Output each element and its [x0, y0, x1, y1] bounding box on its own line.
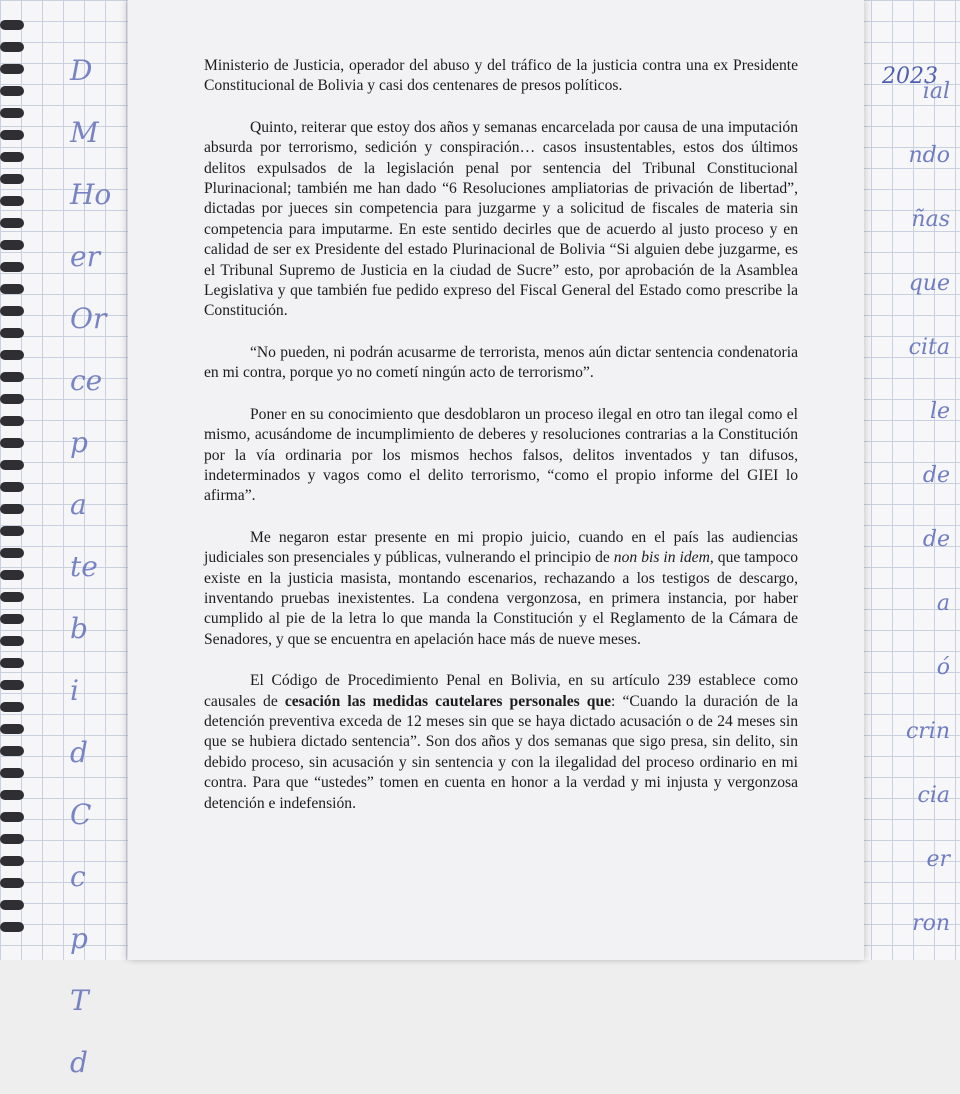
handwriting-fragment: c — [70, 860, 86, 893]
spiral-hole — [0, 812, 24, 822]
handwriting-fragment: b — [70, 612, 88, 645]
handwriting-fragment: ce — [70, 364, 103, 397]
handwriting-fragment: a — [70, 488, 87, 521]
paragraph-quinto: Quinto, reiterar que estoy dos años y semanas encarcelada por causa de una imputación absurda por terrorismo, sedición y conspiración… casos insustentables, estos dos últimos delitos expulsados de la legislación penal por sentencia del Tribunal Constitucional Plurinacional; también me han dado “6 Resoluciones ampliatorias de privación de libertad”, dictadas por jueces sin competencia para juzgarme y a solicitud de fiscales de materia sin competencia para imputarme. En este sentido decirles que de acuerdo al justo proceso y en calidad de ser ex Presidente del estado Plurinacional de Bolivia “Si alguien debe juzgarme, es el Tribunal Supremo de Justicia en la ciudad de Sucre” esto, por aprobación de la Asamblea Legislativa y que también fue pedido expreso del Fiscal General del Estado como prescribe la Constitución. — [204, 118, 798, 320]
spiral-hole — [0, 878, 24, 888]
spiral-hole — [0, 394, 24, 404]
spiral-hole — [0, 372, 24, 382]
spiral-hole — [0, 306, 24, 316]
handwriting-fragment: cita — [908, 335, 950, 360]
handwriting-fragment: ndo — [908, 143, 950, 168]
spiral-binding — [0, 20, 28, 960]
bold-phrase: cesación las medidas cautelares personales que — [284, 692, 612, 710]
handwriting-fragment: C — [70, 798, 92, 831]
spiral-hole — [0, 174, 24, 184]
paragraph-juicio — [204, 528, 798, 650]
handwriting-fragment: te — [70, 550, 98, 583]
spiral-hole — [0, 460, 24, 470]
spiral-hole — [0, 328, 24, 338]
spiral-hole — [0, 350, 24, 360]
handwriting-fragment: crin — [905, 719, 950, 744]
spiral-hole — [0, 504, 24, 514]
handwriting-right — [860, 60, 950, 960]
spiral-hole — [0, 240, 24, 250]
juicio-text-after: , que tampoco existe en la justicia masista, montando escenarios, rechazando a los testigos de descargo, inventando pruebas inexistentes. La condena vergonzosa, en primera instancia, por haber cumplido al pie de la letra lo que manda la Constitución y el Reglamento de la Cámara de Senadores, y que se encuentra en apelación hace más de nueve meses. — [204, 549, 799, 648]
handwriting-fragment: le — [929, 399, 950, 424]
spiral-hole — [0, 196, 24, 206]
spiral-hole — [0, 482, 24, 492]
spiral-hole — [0, 20, 24, 30]
spiral-hole — [0, 922, 24, 932]
handwriting-fragment: de — [922, 527, 950, 552]
spiral-hole — [0, 724, 24, 734]
handwriting-fragment: Ho — [70, 178, 112, 211]
spiral-hole — [0, 284, 24, 294]
handwriting-left — [70, 40, 130, 1079]
spiral-hole — [0, 614, 24, 624]
spiral-hole — [0, 130, 24, 140]
spiral-hole — [0, 438, 24, 448]
spiral-hole — [0, 548, 24, 558]
handwriting-fragment: D — [70, 54, 93, 87]
handwriting-fragment: T — [70, 984, 89, 1017]
letter-body — [204, 56, 798, 835]
spiral-hole — [0, 108, 24, 118]
handwriting-fragment: ron — [912, 911, 950, 936]
spiral-hole — [0, 636, 24, 646]
spiral-hole — [0, 702, 24, 712]
handwriting-fragment: ó — [936, 655, 950, 680]
handwriting-fragment: p — [70, 922, 88, 955]
spiral-hole — [0, 592, 24, 602]
handwriting-fragment: M — [70, 116, 99, 149]
handwriting-fragment: p — [70, 426, 88, 459]
spiral-hole — [0, 834, 24, 844]
spiral-hole — [0, 570, 24, 580]
spiral-hole — [0, 86, 24, 96]
background-notebook-left — [0, 0, 140, 1079]
juicio-text-before: Me negaron estar presente en mi propio juicio, cuando en el país las audiencias judiciales son presenciales y públicas, vulnerando el principio de — [204, 528, 798, 567]
spiral-hole — [0, 64, 24, 74]
handwriting-fragment: er — [926, 847, 950, 872]
spiral-hole — [0, 658, 24, 668]
paragraph-quote-terrorista: “No pueden, ni podrán acusarme de terrorista, menos aún dictar sentencia condenatoria en mi contra, porque yo no cometí ningún acto de terrorismo”. — [204, 343, 798, 382]
handwriting-fragment: er — [70, 240, 100, 273]
handwritten-date: 2023 — [882, 64, 938, 89]
spiral-hole — [0, 526, 24, 536]
spiral-hole — [0, 856, 24, 866]
spiral-hole — [0, 416, 24, 426]
handwriting-fragment: que — [908, 271, 950, 296]
background-notebook-right — [850, 0, 960, 960]
handwriting-fragment: d — [70, 736, 88, 769]
handwriting-fragment: a — [936, 591, 950, 616]
paragraph-codigo-penal — [204, 671, 798, 814]
handwriting-fragment: d — [70, 1046, 88, 1079]
handwriting-fragment: cia — [917, 783, 950, 808]
paragraph-proceso-ilegal: Poner en su conocimiento que desdoblaron un proceso ilegal en otro tan ilegal como el mismo, acusándome de incumplimiento de deberes y resoluciones contrarias a la Constitución por la vía ordinaria por los mismos hechos falsos, delitos inventados y tan difusos, indeterminados y vagos como el delito terrorismo, “como el propio informe del GIEI lo afirma”. — [204, 405, 798, 505]
handwriting-fragment: Or — [70, 302, 107, 335]
handwriting-fragment: de — [922, 463, 950, 488]
spiral-hole — [0, 262, 24, 272]
latin-phrase: non bis in idem — [613, 549, 710, 567]
spiral-hole — [0, 768, 24, 778]
handwriting-fragment: i — [70, 674, 79, 707]
spiral-hole — [0, 790, 24, 800]
codigo-text-after: : “Cuando la duración de la detención preventiva exceda de 12 meses sin que se haya dictado acusación o de 24 meses sin que se hubiera dictado sentencia”. Son dos años y dos semanas que sigo presa, sin delito, sin debido proceso, sin acusación y sin sentencia y con la ilegalidad del proceso ordinario en mi contra. Para que “ustedes” tomen en cuenta en honor a la verdad y mi injusta y vergonzosa detención e indefensión. — [204, 692, 799, 812]
handwriting-fragment: ñas — [911, 207, 950, 232]
spiral-hole — [0, 218, 24, 228]
spiral-hole — [0, 680, 24, 690]
letter-sheet — [128, 0, 864, 960]
spiral-hole — [0, 746, 24, 756]
spiral-hole — [0, 900, 24, 910]
codigo-text-before: El Código de Procedimiento Penal en Bolivia, en su artículo 239 establece como causales de — [204, 672, 798, 710]
spiral-hole — [0, 42, 24, 52]
handwriting-fragment: ial — [922, 79, 950, 104]
spiral-hole — [0, 152, 24, 162]
paragraph-ministerio: Ministerio de Justicia, operador del abuso y del tráfico de la justicia contra una ex Presidente Constitucional de Bolivia y casi dos centenares de presos políticos. — [204, 57, 798, 95]
